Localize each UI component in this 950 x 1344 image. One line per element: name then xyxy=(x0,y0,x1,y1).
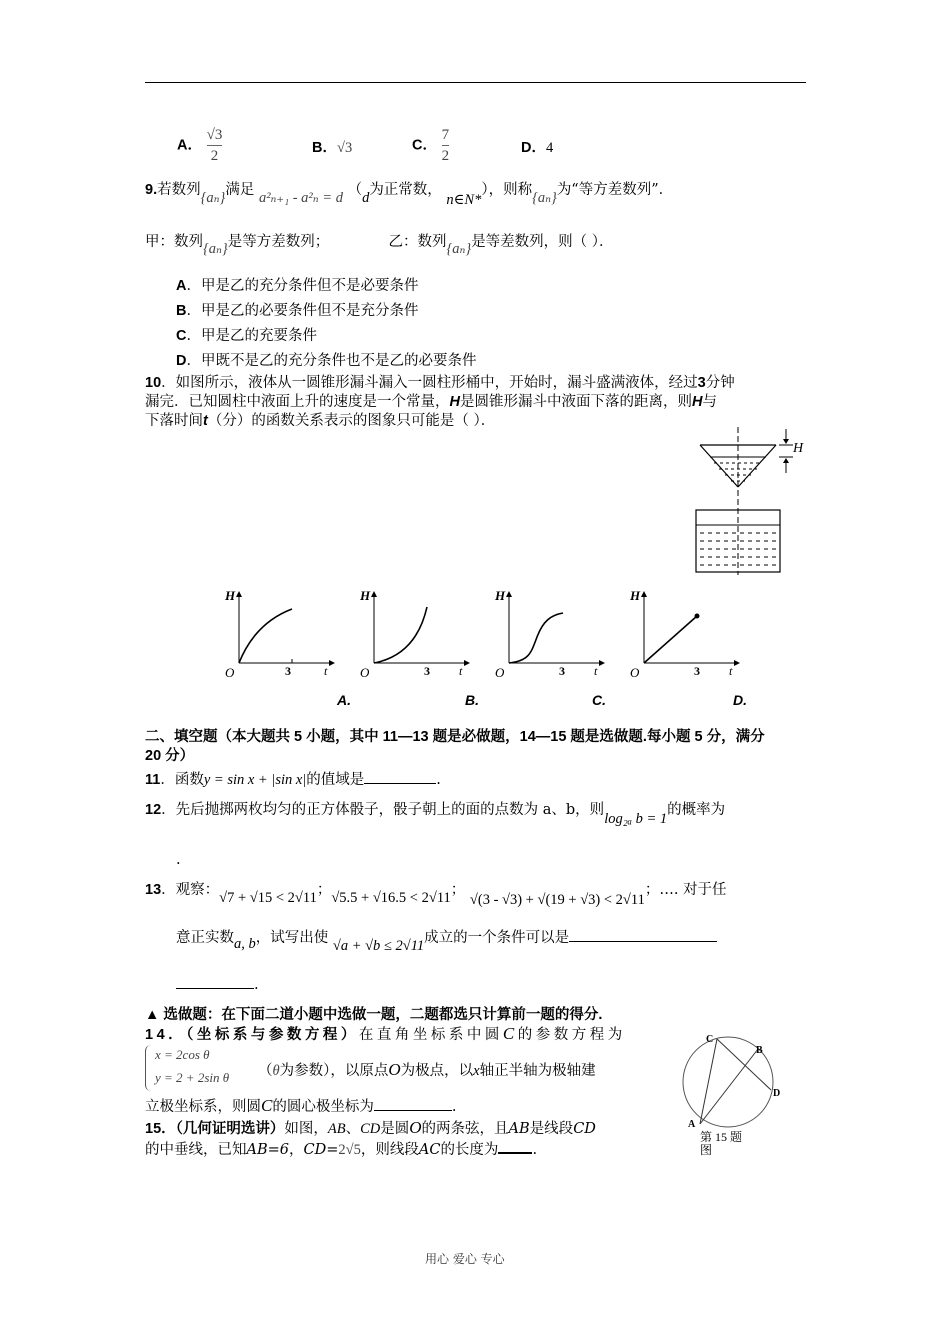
q14-eq2: y = 2 + 2sin θ xyxy=(155,1070,230,1085)
svg-text:3: 3 xyxy=(424,664,430,678)
q12-dot: . xyxy=(176,852,181,868)
q8-option-c: C． $\frac{7}{2}$ xyxy=(412,127,450,164)
graph-b xyxy=(350,585,475,685)
svg-text:图: 图 xyxy=(700,1143,713,1157)
svg-text:第 15 题: 第 15 题 xyxy=(700,1130,743,1144)
graph-c xyxy=(485,585,610,685)
q9-option-b: B．甲是乙的必要条件但不是充分条件 xyxy=(176,303,419,319)
svg-text:C: C xyxy=(706,1034,714,1045)
svg-text:O: O xyxy=(495,665,505,680)
svg-text:O: O xyxy=(360,665,370,680)
section2-title-line1: 二、填空题（本大题共 5 小题，其中 11—13 题是必做题，14—15 题是选做题.每小题 5 分，满分 xyxy=(145,729,765,745)
svg-text:B: B xyxy=(756,1045,763,1056)
q8-option-b: B．√3 xyxy=(312,140,353,156)
q14-line1: 14．（坐标系与参数方程）在直角坐标系中圆C的参数方程为 xyxy=(145,1024,626,1043)
svg-text:H: H xyxy=(225,588,236,603)
graph-b-label: B. xyxy=(465,692,479,708)
elective-note: ▲ 选做题：在下面二道小题中选做一题，二题都选只计算前一题的得分. xyxy=(145,1007,603,1023)
graph-d xyxy=(620,585,745,685)
svg-text:D: D xyxy=(773,1088,781,1099)
q14-line3: 立极坐标系，则圆C的圆心极坐标为 . xyxy=(145,1096,457,1115)
q10-line1: 10．如图所示，液体从一圆锥形漏斗漏入一圆柱形桶中，开始时，漏斗盛满液体，经过3分钟 xyxy=(145,375,735,391)
triangle-icon: ▲ xyxy=(145,1007,160,1023)
q12: 12．先后抛掷两枚均匀的正方体骰子，骰子朝上的面的点数为 a、b，则log₂ₐ b = 1的概率为 xyxy=(145,802,726,827)
svg-text:H: H xyxy=(495,588,506,603)
svg-text:H: H xyxy=(360,588,371,603)
q9-option-c: C．甲是乙的充要条件 xyxy=(176,328,317,344)
q13-line3: . xyxy=(176,975,259,995)
q15-line1: 15．（几何证明选讲）如图，AB、CD是圆O的两条弦，且AB是线段CD xyxy=(145,1118,596,1137)
graph-d-label: D. xyxy=(733,692,747,708)
q15-line2: 的中垂线，已知AB=6，CD=2√5，则线段AC的长度为 . xyxy=(145,1142,538,1158)
svg-text:H: H xyxy=(630,588,641,603)
page-footer: 用心 爱心 专心 xyxy=(425,1252,505,1266)
q9-line1: 9.若数列{aₙ}满足 a²ₙ₊₁ - a²ₙ = d （d为正常数， n∈N*），则称{aₙ}为“等方差数列”． xyxy=(145,182,674,208)
q9-option-a: A．甲是乙的充分条件但不是必要条件 xyxy=(176,278,419,294)
q11-answer-blank[interactable] xyxy=(364,783,436,784)
svg-text:t: t xyxy=(594,664,598,678)
svg-text:t: t xyxy=(324,664,328,678)
section2-title-line2: 20 分） xyxy=(145,748,195,764)
svg-text:3: 3 xyxy=(559,664,565,678)
fraction: $\frac{√3}{2}$ xyxy=(206,127,223,164)
svg-text:O: O xyxy=(225,665,235,680)
q13-line1: 13．观察：√7 + √15 < 2√11；√5.5 + √16.5 < 2√11； √(3 - √3) + √(19 + √3) < 2√11；…. 对于任 xyxy=(145,882,727,908)
q10-line3: 下落时间t（分）的函数关系表示的图象只可能是（ ）． xyxy=(145,413,496,429)
header-rule xyxy=(145,82,806,83)
q13-answer-blank-2[interactable] xyxy=(176,988,254,989)
graph-c-label: C. xyxy=(592,692,606,708)
q13-answer-blank[interactable] xyxy=(569,941,717,942)
q14-answer-blank[interactable] xyxy=(374,1110,452,1111)
q11: 11．函数y = sin x + |sin x|的值域是 . xyxy=(145,772,441,788)
q10-line2: 漏完．已知圆柱中液面上升的速度是一个常量，H是圆锥形漏斗中液面下落的距离，则H与 xyxy=(145,394,717,410)
circle-figure xyxy=(676,1030,796,1160)
svg-text:O: O xyxy=(630,665,640,680)
svg-text:t: t xyxy=(729,664,733,678)
funnel-h-label: H xyxy=(793,441,804,456)
q8-option-d: D．4 xyxy=(521,140,554,156)
svg-text:3: 3 xyxy=(285,664,291,678)
funnel-bucket-figure xyxy=(690,425,810,585)
q9-option-d: D．甲既不是乙的充分条件也不是乙的必要条件 xyxy=(176,353,477,369)
graph-a-label: A. xyxy=(337,692,351,708)
q9-line2: 甲：数列{aₙ}是等方差数列； 乙：数列{aₙ}是等差数列，则（ ）． xyxy=(145,234,614,257)
q13-line2: 意正实数a, b，试写出使 √a + √b ≤ 2√11成立的一个条件可以是 xyxy=(176,928,717,948)
q8-option-a: A． $\frac{√3}{2}$ xyxy=(177,127,223,164)
graph-a xyxy=(215,585,340,685)
svg-text:3: 3 xyxy=(694,664,700,678)
q14-eq1: x = 2cos θ xyxy=(155,1047,210,1062)
fraction: $\frac{7}{2}$ xyxy=(441,127,450,164)
q14-line2: （θ为参数），以原点O为极点，以x轴正半轴为极轴建 xyxy=(258,1060,596,1079)
svg-text:A: A xyxy=(688,1119,696,1130)
svg-text:t: t xyxy=(459,664,463,678)
q15-answer-blank[interactable] xyxy=(498,1152,532,1154)
